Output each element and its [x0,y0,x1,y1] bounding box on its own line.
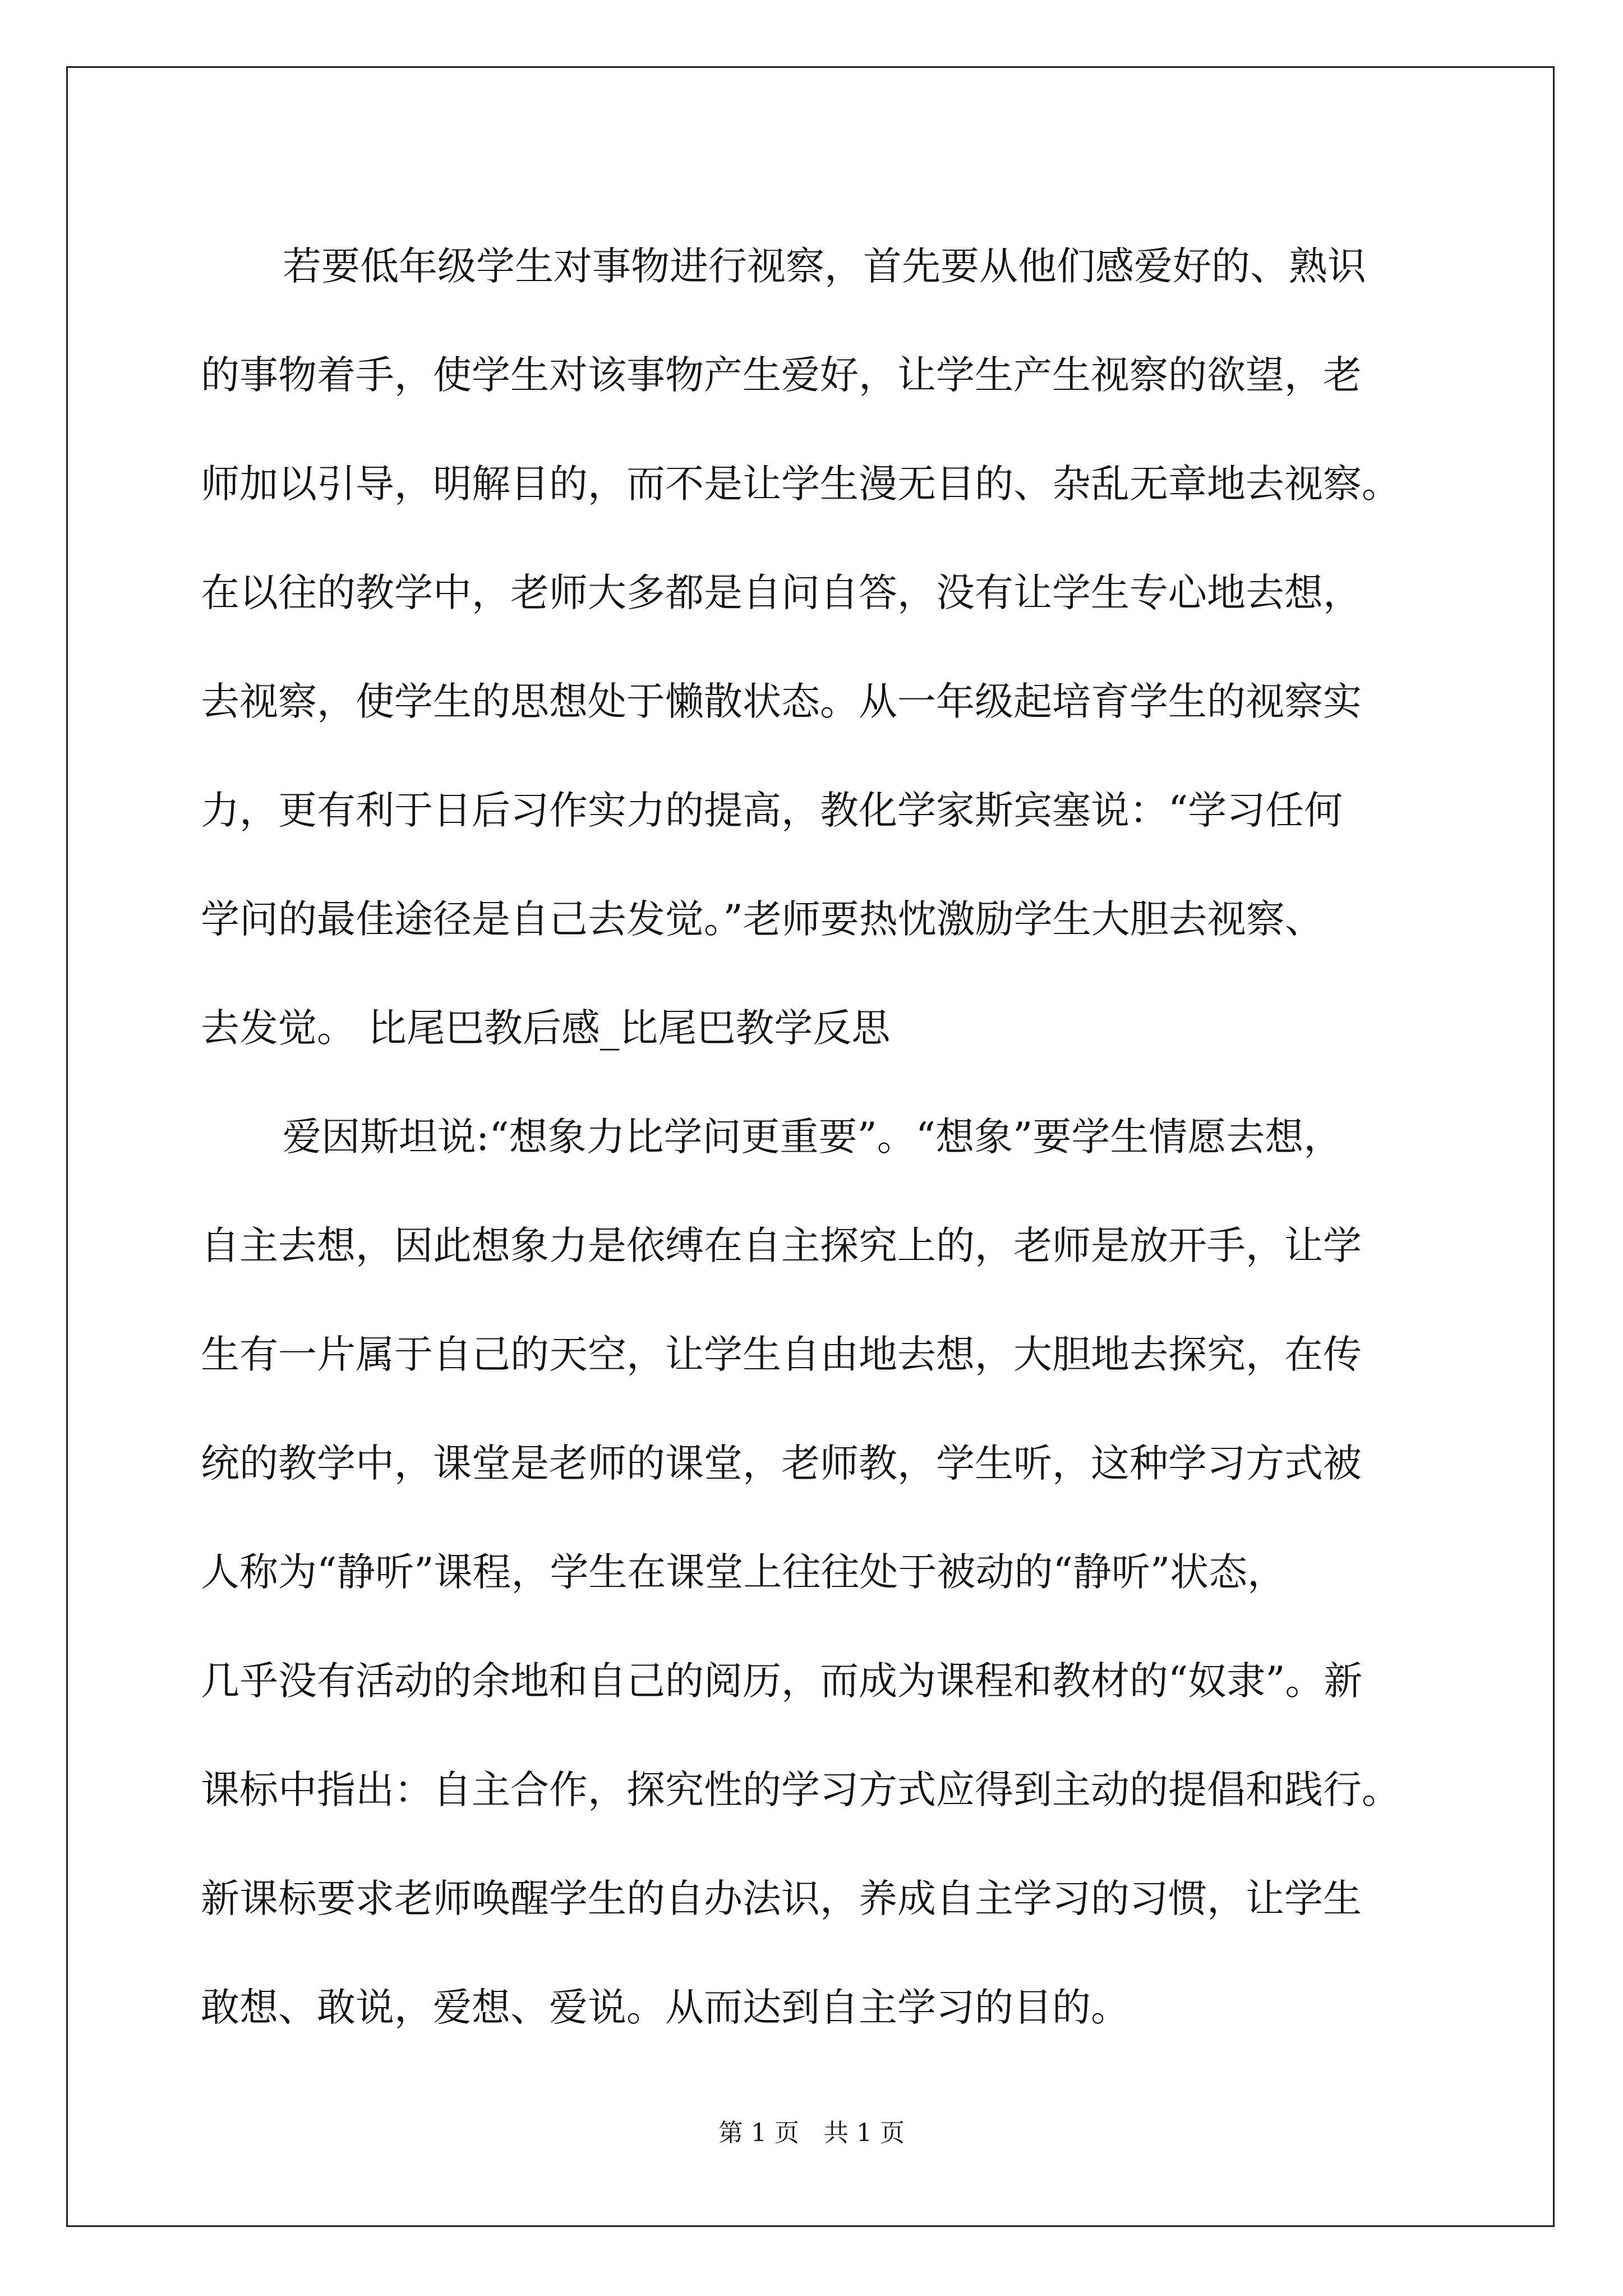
text-line: 学问的最佳途径是自己去发觉。”老师要热忱激励学生大胆去视察、 [201,897,1324,942]
text-line: 去发觉。 比尾巴教后感_比尾巴教学反思 [201,1006,891,1051]
text-line: 几乎没有活动的余地和自己的阅历，而成为课程和教材的“奴隶”。新 [201,1659,1363,1704]
text-line: 统的教学中，课堂是老师的课堂，老师教，学生听，这种学习方式被 [201,1441,1362,1486]
text-line: 若要低年级学生对事物进行视察，首先要从他们感爱好的、熟识 [283,244,1366,289]
text-line: 的事物着手，使学生对该事物产生爱好，让学生产生视察的欲望，老 [201,353,1362,398]
text-line: 人称为“静听”课程，学生在课堂上往往处于被动的“静听”状态， [201,1550,1287,1595]
text-line: 自主去想，因此想象力是依缚在自主探究上的，老师是放开手，让学 [201,1223,1362,1268]
text-line: 课标中指出：自主合作，探究性的学习方式应得到主动的提倡和践行。 [201,1768,1400,1812]
text-line: 爱因斯坦说:“想象力比学问更重要”。“想象”要学生情愿去想， [283,1115,1343,1159]
text-line: 师加以引导，明解目的，而不是让学生漫无目的、杂乱无章地去视察。 [201,462,1400,507]
text-line: 敢想、敢说，爱想、爱说。从而达到自主学习的目的。 [201,1985,1129,2030]
text-line: 新课标要求老师唤醒学生的自办法识，养成自主学习的习惯，让学生 [201,1876,1362,1921]
paragraph-2 [201,1083,1423,2062]
text-line: 在以往的教学中，老师大多都是自问自答，没有让学生专心地去想， [201,570,1362,615]
document-body [201,212,1423,2062]
text-line: 力，更有利于日后习作实力的提高，教化学家斯宾塞说：“学习任何 [201,788,1343,833]
paragraph-1 [201,212,1423,1083]
text-line: 去视察，使学生的思想处于懒散状态。从一年级起培育学生的视察实 [201,679,1362,724]
text-line: 生有一片属于自己的天空，让学生自由地去想，大胆地去探究，在传 [201,1332,1362,1377]
page-number-footer: 第 1 页 共 1 页 [718,2119,905,2147]
